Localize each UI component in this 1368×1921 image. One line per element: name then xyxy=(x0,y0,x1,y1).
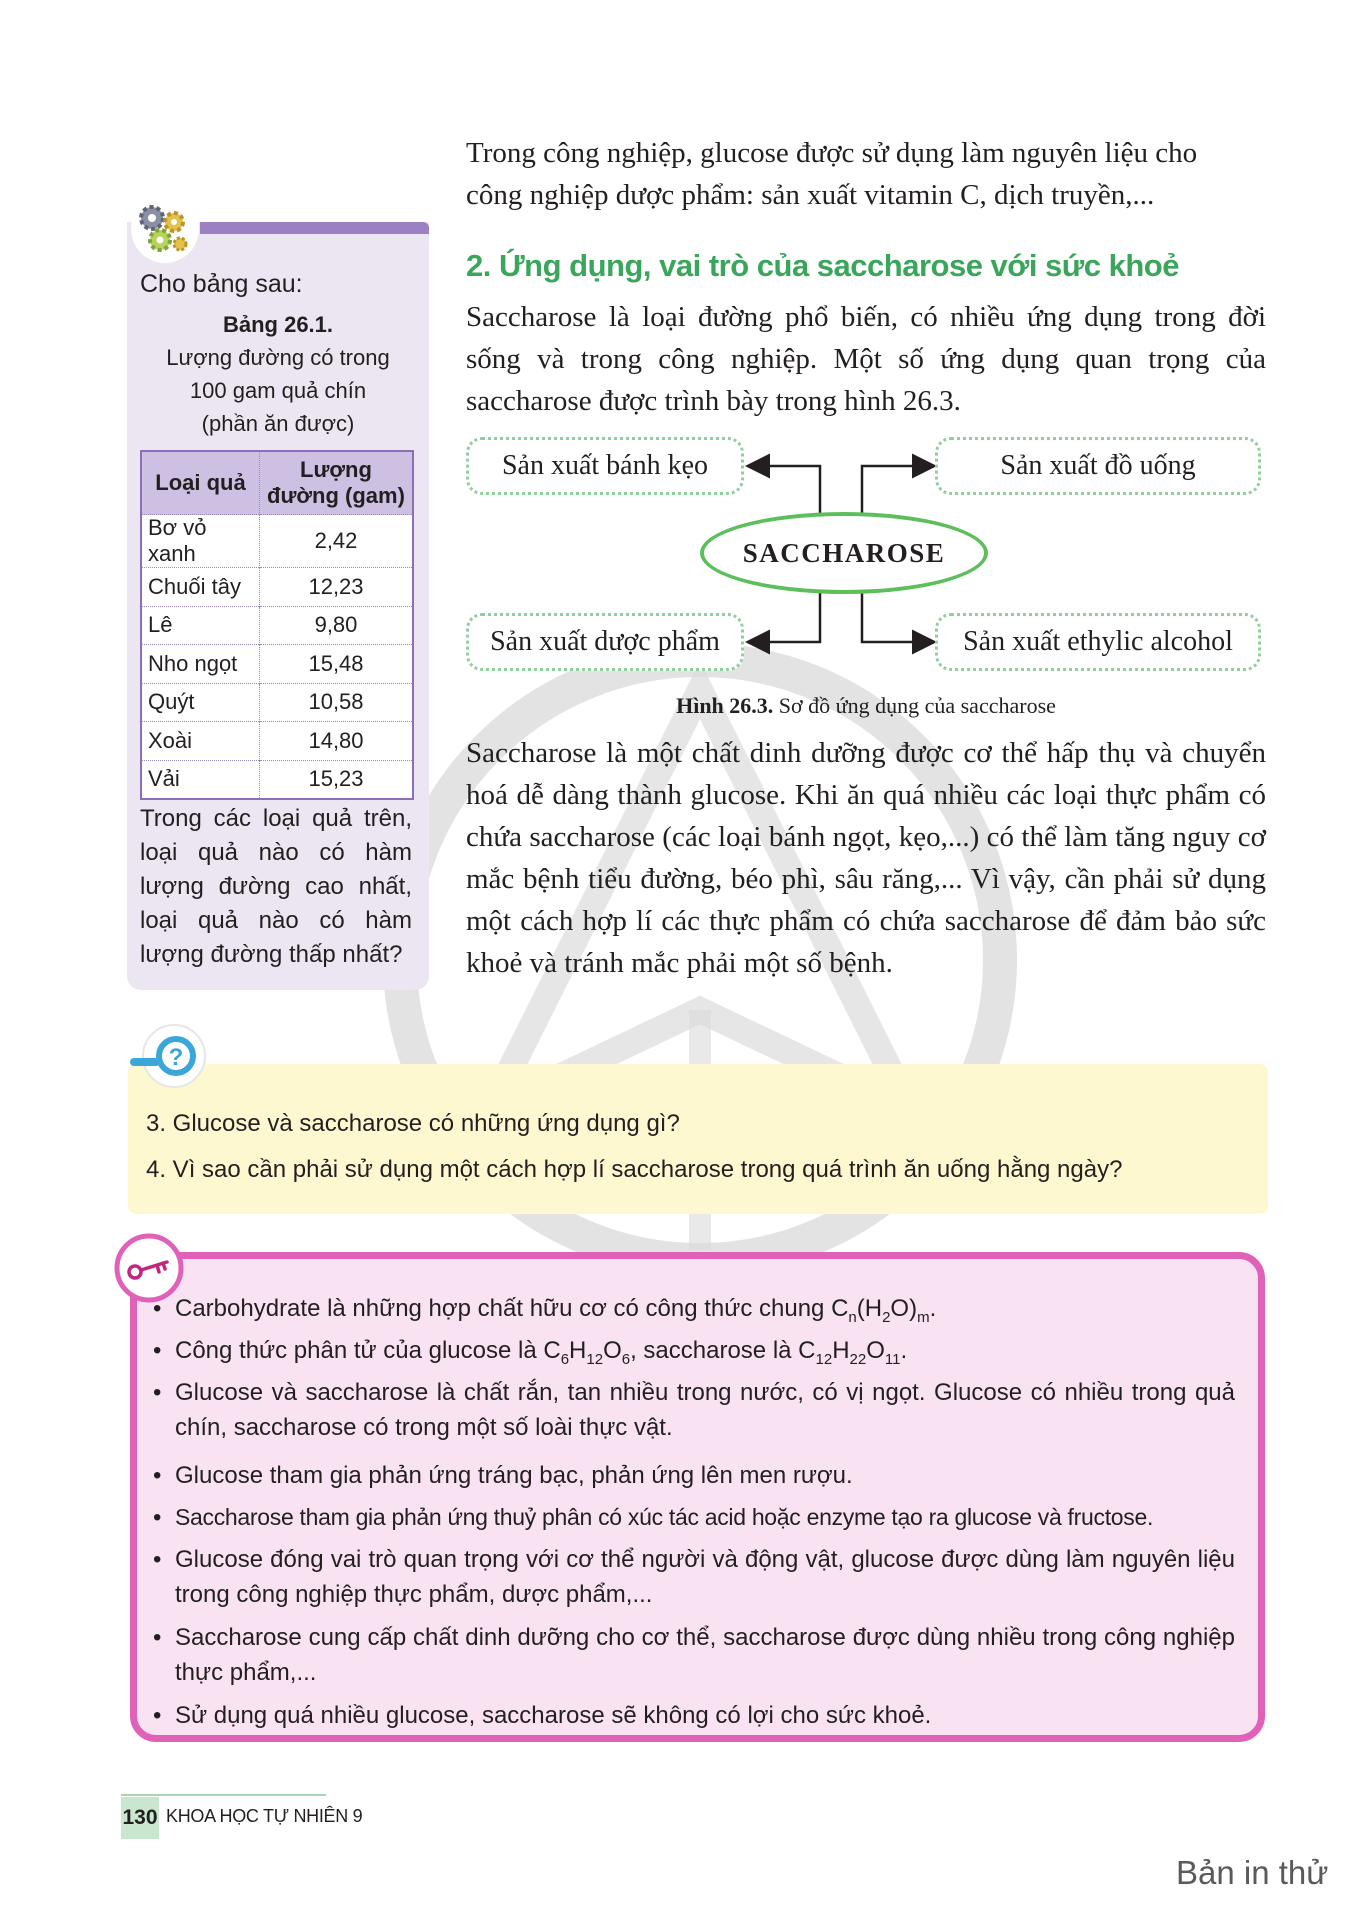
summary-item-7: • Saccharose cung cấp chất dinh dưỡng cho cơ thể, saccharose được dùng nhiều trong công nghiệp thực phẩm,... xyxy=(153,1624,1235,1686)
header-sugar: Lượng đường (gam) xyxy=(260,451,414,515)
book-title: KHOA HỌC TỰ NHIÊN 9 xyxy=(166,1806,363,1826)
table-row xyxy=(141,515,413,568)
fruit-cell: Nho ngọt xyxy=(141,645,260,684)
fruit-cell: Lê xyxy=(141,606,260,645)
fruit-cell: Chuối tây xyxy=(141,568,260,607)
table-row xyxy=(141,645,413,684)
intro-line-2: công nghiệp dược phẩm: sản xuất vitamin C, dịch truyền,... xyxy=(466,179,1155,211)
question-3: 3. Glucose và saccharose có những ứng dụng gì? xyxy=(146,1110,680,1137)
box-confectionery: Sản xuất bánh kẹo xyxy=(466,437,744,495)
summary-item-2: • Công thức phân tử của glucose là $C_6H_{12}O_6$, saccharose là $C_{12}H_{22}O_{11}$. xyxy=(153,1337,908,1368)
fruit-cell: Vải xyxy=(141,760,260,799)
center-saccharose: SACCHAROSE xyxy=(700,512,988,594)
summary-item-8: • Sử dụng quá nhiều glucose, saccharose sẽ không có lợi cho sức khoẻ. xyxy=(153,1702,932,1729)
fruit-cell: Quýt xyxy=(141,683,260,722)
table-row xyxy=(141,568,413,607)
table-label: Bảng 26.1. xyxy=(222,312,334,337)
sidebar-accent-bar xyxy=(200,222,429,234)
table-row xyxy=(141,606,413,645)
summary-item-6: • Glucose đóng vai trò quan trọng với cơ thể người và động vật, glucose được dùng làm nguyên liệu trong công nghiệp thực phẩm, dược phẩm,... xyxy=(153,1546,1235,1608)
sugar-cell: 2,42 xyxy=(260,515,414,568)
intro-line-1: Trong công nghiệp, glucose được sử dụng làm nguyên liệu cho xyxy=(466,137,1198,169)
header-fruit: Loại quả xyxy=(141,451,260,515)
fruit-cell: Xoài xyxy=(141,722,260,761)
sidebar-question: Trong các loại quả trên, loại quả nào có hàm lượng đường cao nhất, loại quả nào có hàm lượng đường thấp nhất? xyxy=(140,805,412,968)
table-title-line3: (phần ăn được) xyxy=(201,411,355,436)
sugar-cell: 14,80 xyxy=(260,722,414,761)
sidebar-intro: Cho bảng sau: xyxy=(140,270,303,298)
question-4: 4. Vì sao cần phải sử dụng một cách hợp lí saccharose trong quá trình ăn uống hằng ngày? xyxy=(146,1156,1123,1183)
box-pharmaceuticals: Sản xuất dược phẩm xyxy=(466,613,744,671)
sugar-cell: 9,80 xyxy=(260,606,414,645)
table-header-row xyxy=(141,451,413,515)
box-beverages: Sản xuất đồ uống xyxy=(935,437,1261,495)
svg-text:?: ? xyxy=(168,1044,184,1071)
proof-label: Bản in thử xyxy=(1176,1854,1329,1891)
sugar-cell: 10,58 xyxy=(260,683,414,722)
table-title-line1: Lượng đường có trong xyxy=(166,345,390,370)
table-title-line2: 100 gam quả chín xyxy=(189,378,367,403)
footer-rule xyxy=(121,1794,326,1796)
summary-item-3: • Glucose và saccharose là chất rắn, tan nhiều trong nước, có vị ngọt. Glucose có nhiều trong quả chín, saccharose có trong một số loài thực vật. xyxy=(153,1379,1235,1441)
table-row xyxy=(141,683,413,722)
sugar-table xyxy=(140,450,414,800)
health-paragraph: Saccharose là một chất dinh dưỡng được cơ thể hấp thụ và chuyển hoá dễ dàng thành glucose. Khi ăn quá nhiều các loại thực phẩm có chứa saccharose (các loại bánh ngọt, kẹo,...) có thể làm tăng nguy cơ mắc bệnh tiểu đường, béo phì, sâu răng,... Vì vậy, cần phải sử dụng một cách hợp lí các thực phẩm có chứa saccharose để đảm bảo sức khoẻ và tránh mắc phải một số bệnh. xyxy=(466,737,1266,979)
box-ethylic-alcohol: Sản xuất ethylic alcohol xyxy=(935,613,1261,671)
table-row xyxy=(141,760,413,799)
summary-item-4: • Glucose tham gia phản ứng tráng bạc, phản ứng lên men rượu. xyxy=(153,1462,853,1489)
fruit-cell: Bơ vỏ xanh xyxy=(141,515,260,568)
magnifier-question-icon xyxy=(122,1020,206,1094)
sugar-cell: 15,23 xyxy=(260,760,414,799)
table-row xyxy=(141,722,413,761)
section-paragraph: Saccharose là loại đường phổ biến, có nhiều ứng dụng trong đời sống và trong công nghiệp. Một số ứng dụng quan trọng của saccharose được trình bày trong hình 26.3. xyxy=(466,301,1266,417)
summary-item-1: • Carbohydrate là những hợp chất hữu cơ có công thức chung $C_n(H_2O)_m$. xyxy=(153,1295,937,1326)
sugar-cell: 15,48 xyxy=(260,645,414,684)
section-heading: 2. Ứng dụng, vai trò của saccharose với sức khoẻ xyxy=(466,248,1179,283)
gears-icon xyxy=(128,194,202,264)
figure-caption: Hình 26.3. Sơ đồ ứng dụng của saccharose xyxy=(676,693,1056,718)
question-box xyxy=(128,1064,1268,1214)
summary-item-5: • Saccharose tham gia phản ứng thuỷ phân có xúc tác acid hoặc enzyme tạo ra glucose và fructose. xyxy=(153,1504,1154,1531)
page-number: 130 xyxy=(121,1797,159,1839)
sugar-cell: 12,23 xyxy=(260,568,414,607)
